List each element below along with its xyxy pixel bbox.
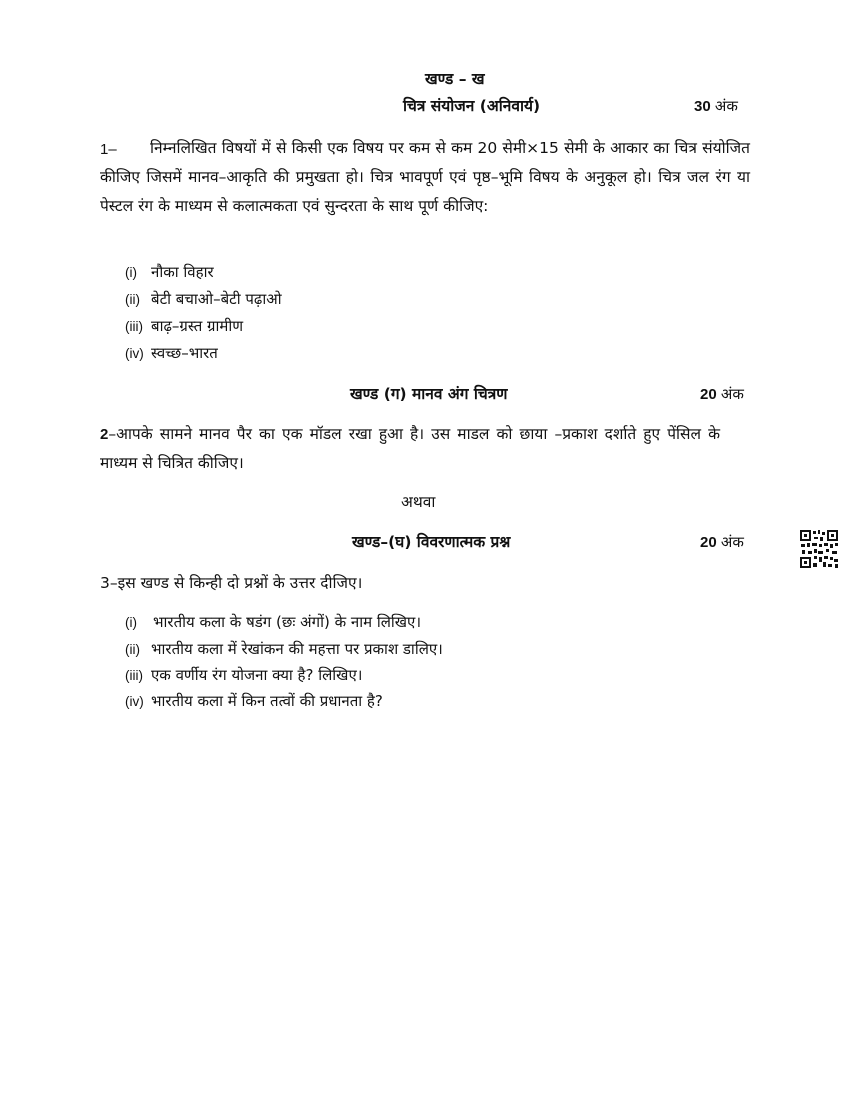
section-c-marks [700,384,744,404]
q3-option [125,665,362,685]
option-label: (i) [125,615,137,630]
q3-text: 3–इस खण्ड से किन्ही दो प्रश्नों के उत्तर दीजिए। [100,574,363,592]
section-b-title: चित्र संयोजन (अनिवार्य) [403,97,541,115]
option-label: (ii) [125,642,140,657]
qr-code-icon [799,529,839,569]
option-label: (i) [125,265,137,280]
option-text: नौका विहार [151,263,214,281]
section-b-marks [694,96,738,116]
option-label: (ii) [125,292,140,307]
q2-number: 2 [100,426,109,443]
q1-option [125,262,214,282]
marks-word: अंक [714,97,738,115]
q3-option [125,639,443,659]
marks-number: 20 [700,386,717,403]
option-label: (iv) [125,346,144,361]
q1-option [125,343,218,363]
option-text: बेटी बचाओ–बेटी पढ़ाओ [151,290,282,308]
marks-word: अंक [720,385,744,403]
section-c-title: खण्ड (ग) मानव अंग चित्रण [350,385,508,403]
option-label: (iv) [125,694,144,709]
q2-body: –आपके सामने मानव पैर का एक मॉडल रखा हुआ है। उस माडल को छाया –प्रकाश दर्शाते हुए पेंसिल के माध्यम से चित्रित कीजिए। [100,425,720,472]
q3-option [125,691,383,711]
marks-number: 20 [700,534,717,551]
option-text: भारतीय कला में किन तत्वों की प्रधानता है? [151,692,383,710]
q1-number: 1– [100,141,117,158]
option-text: भारतीय कला के षडंग (छः अंगों) के नाम लिखिए। [153,613,422,631]
q1-option [125,289,282,309]
q1-text: निम्नलिखित विषयों में से किसी एक विषय पर कम से कम 20 सेमी×15 सेमी के आकार का चित्र संयोजित कीजिए जिसमें मानव–आकृति की प्रमुखता हो। चित्र भावपूर्ण एवं पृष्ठ–भूमि विषय के अनुकूल हो। चित्र जल रंग या पेस्टल रंग के माध्यम से कलात्मकता एवं सुन्दरता के साथ पूर्ण कीजिए: [100,139,750,215]
option-text: बाढ़–ग्रस्त ग्रामीण [151,317,244,335]
option-label: (iii) [125,319,143,334]
option-text: स्वच्छ–भारत [151,344,218,362]
or-divider: अथवा [401,493,436,511]
section-d-marks [700,532,744,552]
q1-option [125,316,243,336]
option-text: एक वर्णीय रंग योजना क्या है? लिखिए। [151,666,363,684]
option-label: (iii) [125,668,143,683]
section-b-heading: खण्ड – ख [425,70,485,88]
marks-word: अंक [720,533,744,551]
marks-number: 30 [694,98,711,115]
q3-option [125,612,421,632]
section-d-title: खण्ड–(घ) विवरणात्मक प्रश्न [352,533,511,551]
q2-text [100,420,720,478]
option-text: भारतीय कला में रेखांकन की महत्ता पर प्रकाश डालिए। [151,640,443,658]
